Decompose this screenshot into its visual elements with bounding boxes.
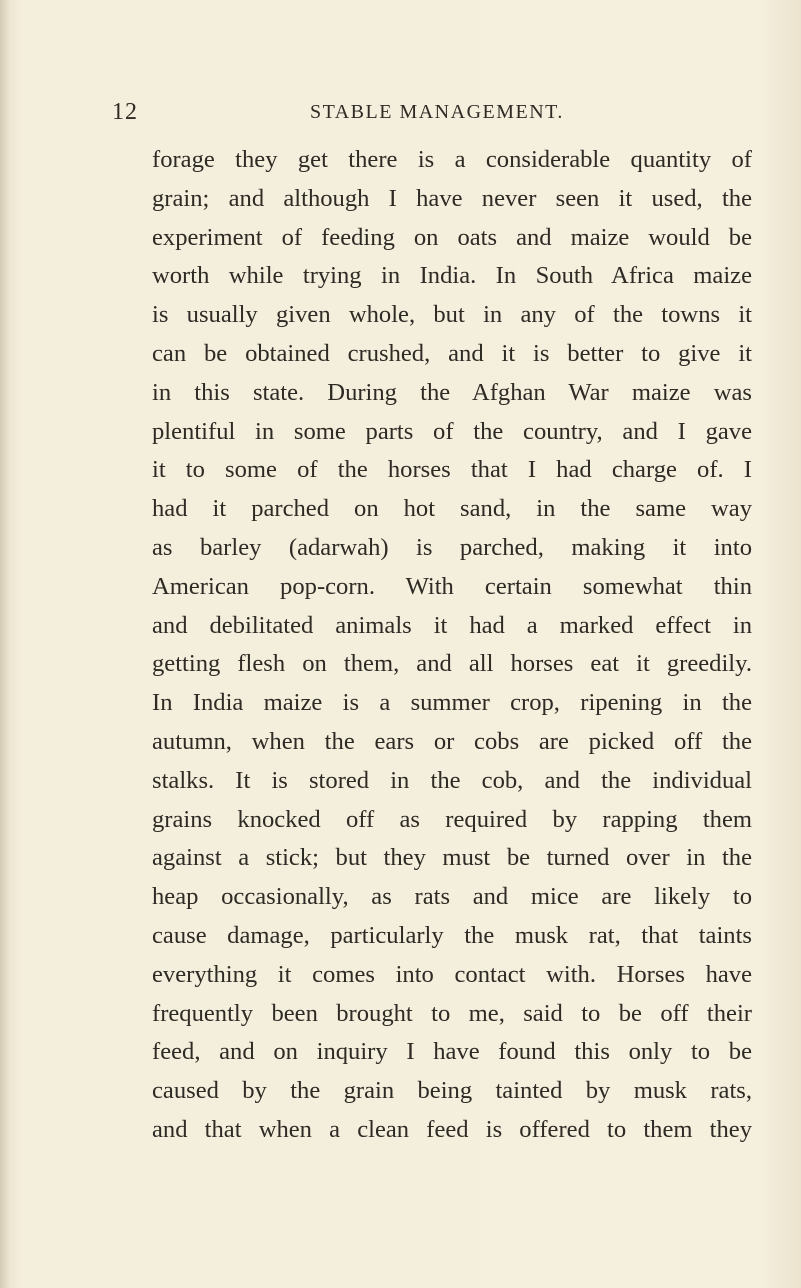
text-line: as barley (adarwah) is parched, making it into [152,533,752,561]
page-number: 12 [112,99,138,125]
spine-shadow [0,0,10,1288]
text-line: grains knocked off as required by rapping them [152,805,752,833]
body-text [152,141,752,1150]
text-line: had it parched on hot sand, in the same way [152,495,752,523]
text-line: plentiful in some parts of the country, and I gave [152,417,752,445]
text-line: feed, and on inquiry I have found this only to be [152,1038,752,1066]
text-line: forage they get there is a considerable quantity of [152,146,752,173]
text-line: stalks. It is stored in the cob, and the individual [152,766,752,794]
text-line: grain; and although I have never seen it used, the [152,184,752,212]
text-line: is usually given whole, but in any of the towns it [152,301,752,329]
text-line: experiment of feeding on oats and maize would be [152,223,752,251]
text-line: In India maize is a summer crop, ripening in the [152,689,752,717]
text-line: worth while trying in India. In South Africa maize [152,262,752,290]
text-line: against a stick; but they must be turned over in the [152,844,752,872]
text-line: in this state. During the Afghan War maize was [152,378,752,406]
text-line: everything it comes into contact with. Horses have [152,960,752,988]
running-title: STABLE MANAGEMENT. [310,101,564,123]
text-line: it to some of the horses that I had charge of. I [152,456,752,484]
text-line: caused by the grain being tainted by musk rats, [152,1077,752,1105]
text-line: and that when a clean feed is offered to them they [152,1115,752,1143]
text-line: and debilitated animals it had a marked effect in [152,611,752,639]
text-line: frequently been brought to me, said to be off their [152,999,752,1027]
text-line: American pop-corn. With certain somewhat thin [152,572,752,600]
running-head [112,99,752,129]
text-line: heap occasionally, as rats and mice are likely to [152,883,752,911]
text-line: autumn, when the ears or cobs are picked off the [152,727,752,755]
text-line: cause damage, particularly the musk rat, that taints [152,921,752,949]
text-line: getting flesh on them, and all horses eat it greedily. [152,650,752,678]
text-line: can be obtained crushed, and it is better to give it [152,339,752,367]
